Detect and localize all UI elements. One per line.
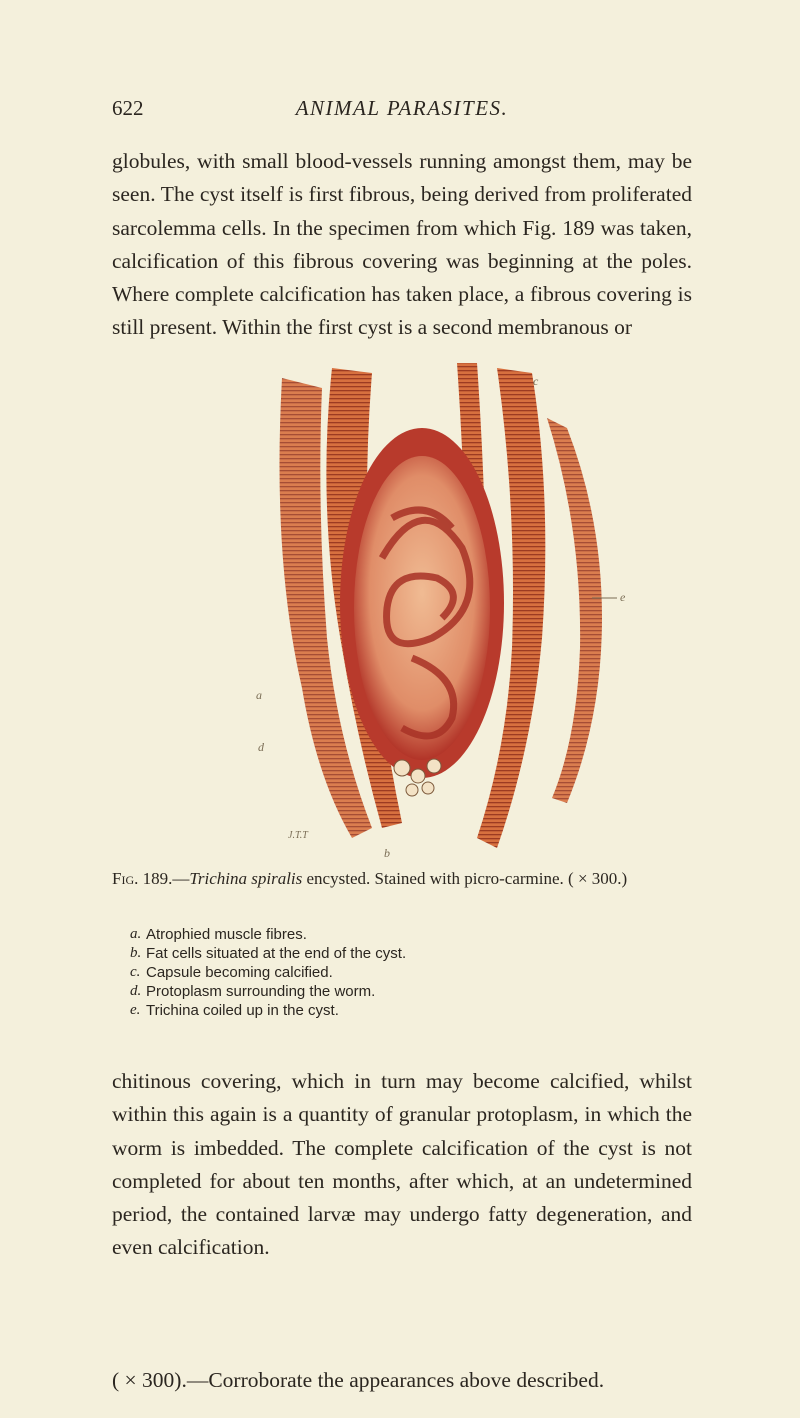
muscle-fibre-right-outer	[547, 418, 602, 803]
figure-legend	[130, 925, 690, 1020]
legend-key: c.	[130, 964, 141, 980]
body-paragraph-2: chitinous covering, which in turn may become calcified, whilst within this again is a quantity of granular protoplasm, in which the worm is imbedded. The complete calcification of the cyst is not completed for about ten months, after which, at an undetermined period, the contained larvæ may undergo fatty degeneration, and even calcification.	[112, 1069, 692, 1260]
label-a: a	[256, 688, 262, 702]
label-c: c	[533, 374, 539, 388]
figure-caption	[112, 868, 692, 890]
legend-key: b.	[130, 945, 142, 961]
cyst-interior	[354, 456, 490, 760]
species-name: Trichina spiralis	[189, 869, 303, 888]
legend-text: Atrophied muscle fibres.	[146, 926, 307, 943]
trichina-illustration	[256, 358, 642, 870]
legend-key: a.	[130, 926, 142, 942]
legend-item	[130, 1001, 690, 1020]
legend-text: Trichina coiled up in the cyst.	[146, 1002, 339, 1019]
page-number: 622	[112, 96, 144, 120]
legend-key: d.	[130, 983, 142, 999]
legend-item	[130, 963, 690, 982]
legend-text: Protoplasm surrounding the worm.	[146, 983, 376, 1000]
body-paragraph-1: globules, with small blood-vessels running amongst them, may be seen. The cyst itself is first fibrous, being derived from proliferated sarcolemma cells. In the specimen from which Fig. 189 was taken, calcification of this fibrous covering was beginning at the poles. Where complete calcification has taken place, a fibrous covering is still present. Within the first cyst is a second membranous or	[112, 149, 692, 340]
legend-text: Capsule becoming calcified.	[146, 964, 333, 981]
label-b: b	[384, 846, 390, 860]
legend-text: Fat cells situated at the end of the cyst.	[146, 945, 407, 962]
page-header	[112, 96, 692, 126]
running-head: ANIMAL PARASITES.	[295, 96, 509, 120]
artist-signature: J.T.T	[288, 830, 308, 841]
figure-number: Fig. 189.—	[112, 869, 190, 888]
caption-text: encysted. Stained with picro-carmine. ( × 300.)	[302, 869, 628, 888]
trichina-cyst-drawing	[262, 358, 642, 870]
label-e: e	[620, 590, 626, 604]
legend-item	[130, 925, 690, 944]
label-d: d	[258, 740, 264, 754]
legend-key: e.	[130, 1002, 141, 1018]
body-paragraph-3: ( × 300).—Corroborate the appearances above described.	[112, 1368, 605, 1392]
legend-item	[130, 982, 690, 1001]
legend-item	[130, 944, 690, 963]
